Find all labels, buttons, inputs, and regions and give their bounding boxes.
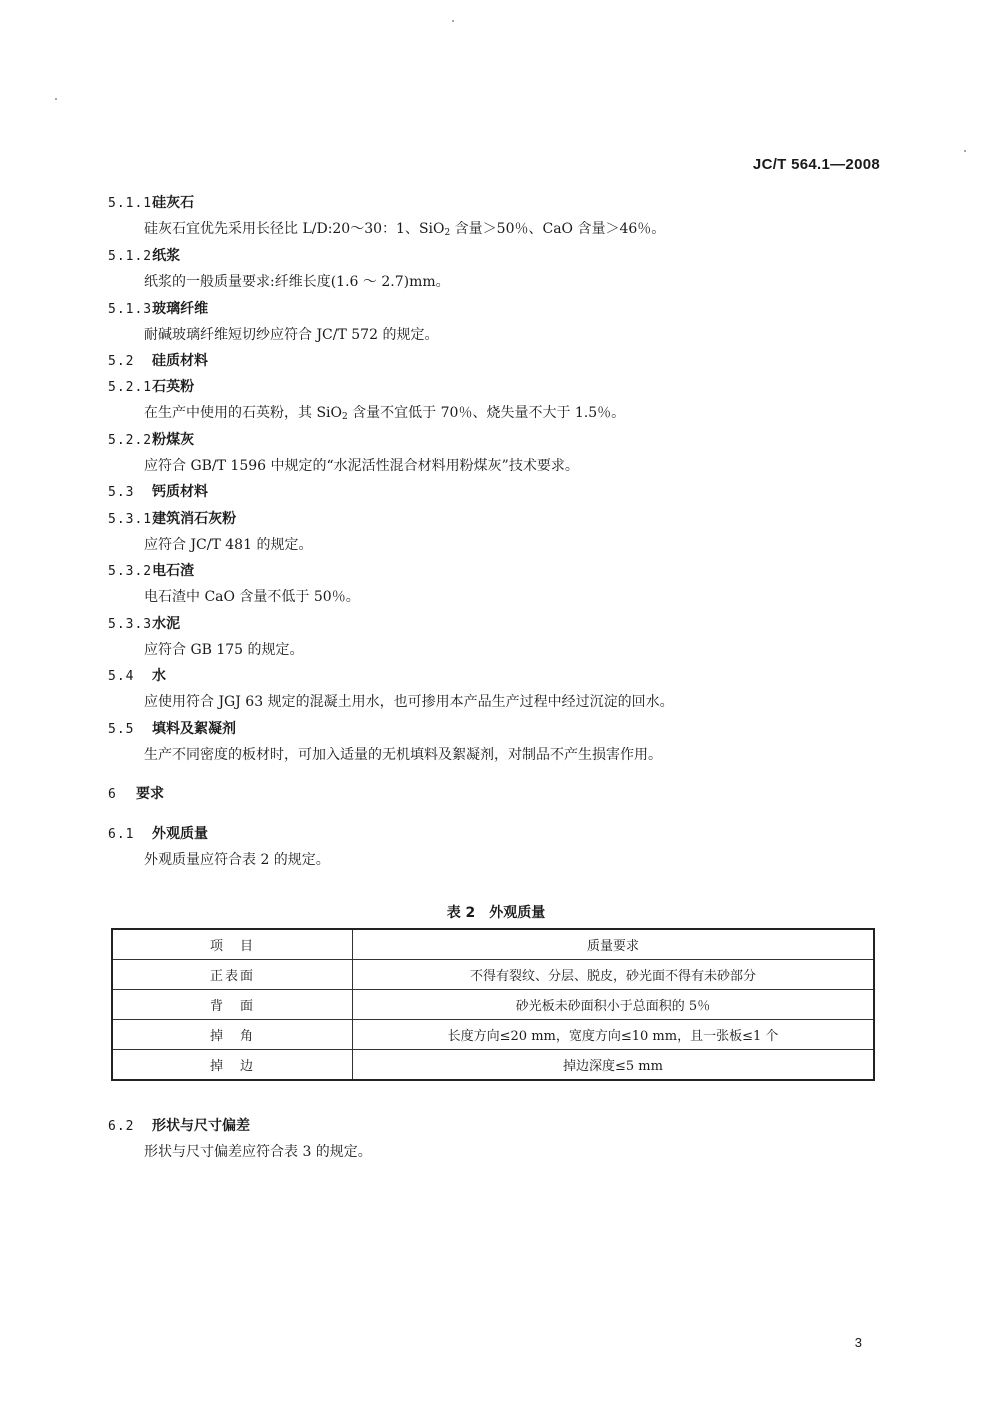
section-number: 5.3.1 [108,512,153,527]
section-number: 5.3 [108,485,135,500]
section-number: 5.2.1 [108,380,153,395]
section-title: 石英粉 [152,379,195,395]
paragraph-5-3-1: 应符合 JC/T 481 的规定。 [144,537,313,553]
paragraph-5-2-2: 应符合 GB/T 1596 中规定的“水泥活性混合材料用粉煤灰”技术要求。 [144,458,579,474]
section-number: 5.1.3 [108,302,153,317]
table-cell: 背 面 [112,990,353,1020]
paragraph-5-3-3: 应符合 GB 175 的规定。 [144,642,304,658]
scan-speck [964,150,966,152]
paragraph-5-4: 应使用符合 JGJ 63 规定的混凝土用水，也可掺用本产品生产过程中经过沉淀的回水。 [144,694,674,710]
paragraph-5-3-2: 电石渣中 CaO 含量不低于 50％。 [144,589,360,605]
paragraph-5-2-1: 在生产中使用的石英粉，其 SiO$_2$ 含量不宜低于 70％、烧失量不大于 1.5％。 [144,405,626,422]
scan-speck [452,20,454,22]
paragraph-5-5: 生产不同密度的板材时，可加入适量的无机填料及絮凝剂，对制品不产生损害作用。 [144,747,662,763]
section-title: 钙质材料 [152,484,208,500]
table-caption: 表 2 外观质量 [446,905,546,921]
scan-speck [55,98,57,100]
appearance-quality-table [111,928,875,1081]
table-cell: 掉边深度≤5 mm [353,1050,875,1081]
heading-5-4 [108,665,166,685]
table-header-row [112,929,874,960]
heading-6 [108,783,164,803]
heading-5-2 [108,350,208,370]
standard-code: JC/T 564.1—2008 [752,156,880,173]
section-title: 玻璃纤维 [152,301,209,317]
section-number: 5.5 [108,722,135,737]
heading-5-5 [108,718,236,738]
table-header-cell: 项 目 [112,929,353,960]
section-number: 5.4 [108,669,135,684]
section-title: 外观质量 [152,826,208,842]
section-number: 6.2 [108,1119,135,1134]
section-number: 6.1 [108,827,135,842]
heading-5-1-2 [108,245,180,265]
heading-5-2-1 [108,376,194,396]
heading-6-1 [108,823,208,843]
table-cell: 长度方向≤20 mm，宽度方向≤10 mm，且一张板≤1 个 [353,1020,875,1050]
section-number: 5.3.3 [108,617,153,632]
table-cell: 掉 边 [112,1050,353,1081]
paragraph-5-1-1: 硅灰石宜优先采用长径比 L/D:20～30：1、SiO$_2$ 含量＞50％、CaO 含量＞46％。 [144,221,666,238]
table-cell: 砂光板未砂面积小于总面积的 5％ [353,990,875,1020]
table-cell: 掉 角 [112,1020,353,1050]
table-row [112,1050,874,1081]
table-row [112,990,874,1020]
heading-5-1-3 [108,298,208,318]
heading-5-3-1 [108,508,236,528]
table-row [112,1020,874,1050]
section-title: 电石渣 [152,563,195,579]
section-number: 5.3.2 [108,564,153,579]
heading-6-2 [108,1115,250,1135]
heading-5-1-1 [108,192,194,212]
section-number: 5.2 [108,354,135,369]
table-header-cell: 质量要求 [353,929,875,960]
section-number: 5.1.1 [108,196,153,211]
table-cell: 不得有裂纹、分层、脱皮，砂光面不得有未砂部分 [353,960,875,990]
section-title: 硅灰石 [152,195,195,211]
heading-5-2-2 [108,429,194,449]
section-title: 纸浆 [152,248,181,264]
section-title: 建筑消石灰粉 [152,511,237,527]
section-title: 形状与尺寸偏差 [152,1118,250,1134]
section-number: 5.2.2 [108,433,153,448]
paragraph-5-1-3: 耐碱玻璃纤维短切纱应符合 JC/T 572 的规定。 [144,327,439,343]
table-cell: 正表面 [112,960,353,990]
page-number: 3 [854,1335,862,1350]
paragraph-6-2: 形状与尺寸偏差应符合表 3 的规定。 [144,1144,372,1160]
heading-5-3-2 [108,560,194,580]
section-number: 5.1.2 [108,249,153,264]
section-title: 粉煤灰 [152,432,195,448]
section-title: 水泥 [152,616,181,632]
table-row [112,960,874,990]
section-title: 填料及絮凝剂 [152,721,236,737]
section-title: 水 [152,668,166,684]
section-title: 要求 [136,786,164,802]
paragraph-5-1-2: 纸浆的一般质量要求:纤维长度(1.6 ～ 2.7)mm。 [144,274,450,290]
heading-5-3 [108,481,208,501]
section-title: 硅质材料 [152,353,208,369]
paragraph-6-1: 外观质量应符合表 2 的规定。 [144,852,330,868]
section-number: 6 [108,787,117,802]
heading-5-3-3 [108,613,180,633]
